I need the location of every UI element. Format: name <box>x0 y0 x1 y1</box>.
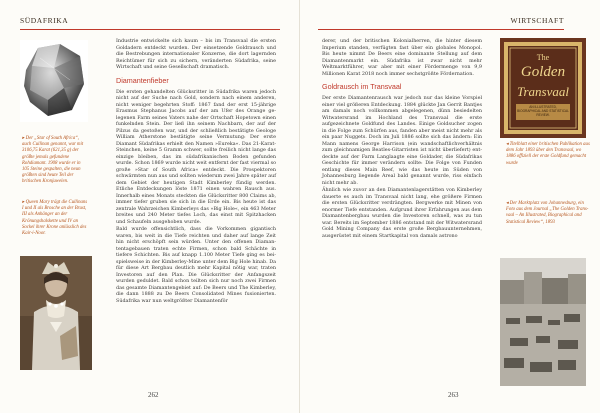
paragraph: Die ersten gehandelten Glücksritter in Südafrika waren jedoch nicht auf der Suche nach Gold, sondern nach einem anderen, nicht weniger begehrten Stoff: 1867 fand der erst 15-jährige Erasmus Stephanus Jacobs auf der am Ufer des Orange gelegenen Farm seines Vaters nahe der Ortschaft Hopetown einen funkelnden Stein. Der ließ ihn seinem Nachbarn, der auf der Pilzus da gestoßen war, und der schließlich bestätigte Geologe William Atherstone bestätigte seine Vermutung: Der erste Diamant Südafrikas erhielt den Namen »Eureka«. Das 21-Karat-Steinchen, keine 5 Gramm schwer, sollte freilich nicht lange das einzige bleiben, das im südafrikanischen Boden gefunden wurde. Schon 1869 wurde nicht weit entfernt der fast viermal so große »Star of South Africa« entdeckt. Die Prospektoren schwärmten nun aus und sollten wiederum zwei Jahre später auf dem Gebiet der heutigen Stadt Kimberley fündig werden. Etliche Entdeckungen löste 1871 einen wahren Rausch aus. Innerhalb eines Monats steckten die Glücksritter 800 Claims ab, immer tiefer gruben sie sich in die Erde ein. Bis heute ist das zentrale Wahrzeichen Kimberleys das »Big Hole«, ein 463 Meter breites und 240 Meter tiefes Loch, das einst mit Spitzhacken und Schaufeln ausgehoben wurde. <box>116 88 276 225</box>
queen-mary-portrait <box>20 256 92 370</box>
golden-transvaal-cover <box>500 38 586 138</box>
rough-diamond-photo <box>20 40 88 122</box>
caption-star-of-south-africa: ▸ Der „Star of South Africa“, auch Cullinan genannt, war mit 3106,75 Karat (621,35 g) der größte jemals gefundene Rohdiamant. 1908 wurde er in 105 Steine gespalten, die neun größten sind heute Teil der britischen Kronjuwelen. <box>22 136 84 185</box>
cover-title-golden: Golden <box>520 64 566 80</box>
text-column-left <box>116 38 276 305</box>
header-rule-right <box>318 29 564 30</box>
page-number-left: 262 <box>148 391 159 399</box>
paragraph: Ähnlich wie zuvor an den Diamantenlagerstätten von Kimberley dauerte es auch im Transvaal nicht lang, ehe größere Firmen die ersten Glücksritter verdrängten. Bergwerke mit Minen von enormer Tiefe entstanden. Aufgrund ihrer Erfahrungen aus dem Diamantenbergbau wurden die Investoren schnell, was zu tun war. Bereits im September 1886 entstand mit der Witwatersrand Gold Mining Company das erste große Bergbauunternehmen, ausgerüstet mit einem Startkapital von damals astrono <box>322 187 483 239</box>
caption-queen-mary: ▸ Queen Mary trägt die Cullinans I und II als Brosche an der Brust, III als Anhänger an der Krönungshalskette und IV an Sockel ihrer Krone anlässlich des Kair-i-Noor. <box>22 200 88 237</box>
section-heading-diamantenfieber: Diamantenfieber <box>116 75 169 85</box>
page-number-right: 263 <box>448 391 459 399</box>
cover-title-transvaal: Transvaal <box>516 84 570 99</box>
paragraph: derer, und der britischen Kolonialherren, die hinter diesem Imperium standen, verfügten fast über ein globales Monopol. Bis heute nimmt De Beers eine dominante Stellung auf dem Diamantenmarkt ein. Südafrika ist zwar nicht mehr Weltmarktführer, war aber mit einer Fördermenge von 9,9 Millionen Karat 2018 noch immer sechstgrößte Fördernation. <box>322 38 482 77</box>
caption-market-square: ◂ Der Marktplatz von Johannesburg, ein Foto aus dem Journal „The Golden Transvaal – An Illustrated, Biographical and Statistical Review“, 1893 <box>506 201 589 225</box>
section-heading-goldrausch: Goldrausch im Transvaal <box>322 82 402 91</box>
johannesburg-market-photo <box>500 258 586 386</box>
running-header-left: SÜDAFRIKA <box>20 16 69 25</box>
header-rule-left <box>20 29 280 30</box>
running-header-right: WIRTSCHAFT <box>510 16 564 25</box>
cover-subtitle: AN ILLUSTRATED, BIOGRAPHICAL AND STATISTICAL REVIEW. <box>517 105 569 117</box>
paragraph: Bald wurde offensichtlich, dass die Vorkommen gigantisch waren, bis weit in die Tiefe reichten und daher auf lange Zeit hin nicht erschöpft sein würden. Unter den offenen Diamantentagebauen traten echte Firmen, schon bald Schächte in tiefere Schichten. Bis auf knapp 1.100 Meter Tiefe ging es beispielsweise in der Kimberley-Mine unter dem Big Hole hinab. Da für diese Art Bergbau deutlich mehr Kapital nötig war, traten Investoren auf den Plan. Die Glücksritter der Anfangszeit wurden geduldet. Bald schon teilten sich nur noch zwei Firmen das gesamte Diamantengebiet auf: De Beers und The Kimberley, die dann 1888 zu De Beers Consolidated Mines fusionierten. Südafrika war nun weltgrößter Diamantenför <box>116 226 276 304</box>
caption-golden-transvaal: ◂ Titelblatt einer britischen Publikation aus dem Jahr 1893 über den Transvaal, wo 1886 offiziell der erste Goldfund gemacht wurde <box>506 142 590 166</box>
cover-title-the: The <box>536 53 550 62</box>
text-column-right <box>322 38 482 240</box>
paragraph: Industrie entwickelte sich kaum – bis im Transvaal die ersten Goldadern entdeckt wurden. Der einsetzende Goldrausch und die Bestrebungen internationaler Konzerne, die dort lagernden Reichtümer für sich zu sichern, veränderten Südafrika, seine Wirtschaft und seine Gesellschaft dramatisch. <box>116 38 276 70</box>
paragraph: Der erste Diamantenrausch war jedoch nur das kleine Vorspiel einer viel größeren Entdeckung. 1884 glückte Jan Gerrit Bantjes am damals noch vollkommen abgelegenen, dünn besiedelten Witwatersrand im Hochland des Transvaal die erste aufgezeichnete Goldfund des Landes. Einige Goldsucher zogen in die Folge zum Schürfen aus, fanden aber meist nicht mehr als ein paar Nuggets. Doch im Juli 1886 sollte sich das ändern: Ein Mann namens George Harrison (ein wandschaftlichverhältnis zum gleichnamigen Beatles-Gitarristen ist nicht überliefert) entdeckte auf der Farm Langlaagte eine Goldader, die Südafrikas Geschichte für immer verändern sollte: Die Folge von Funden entlang dieses Main Reef, wie das heute im Süden von Johannesburg liegende Areal bald genannt wurde, riss einfach nicht mehr ab. <box>322 95 482 186</box>
